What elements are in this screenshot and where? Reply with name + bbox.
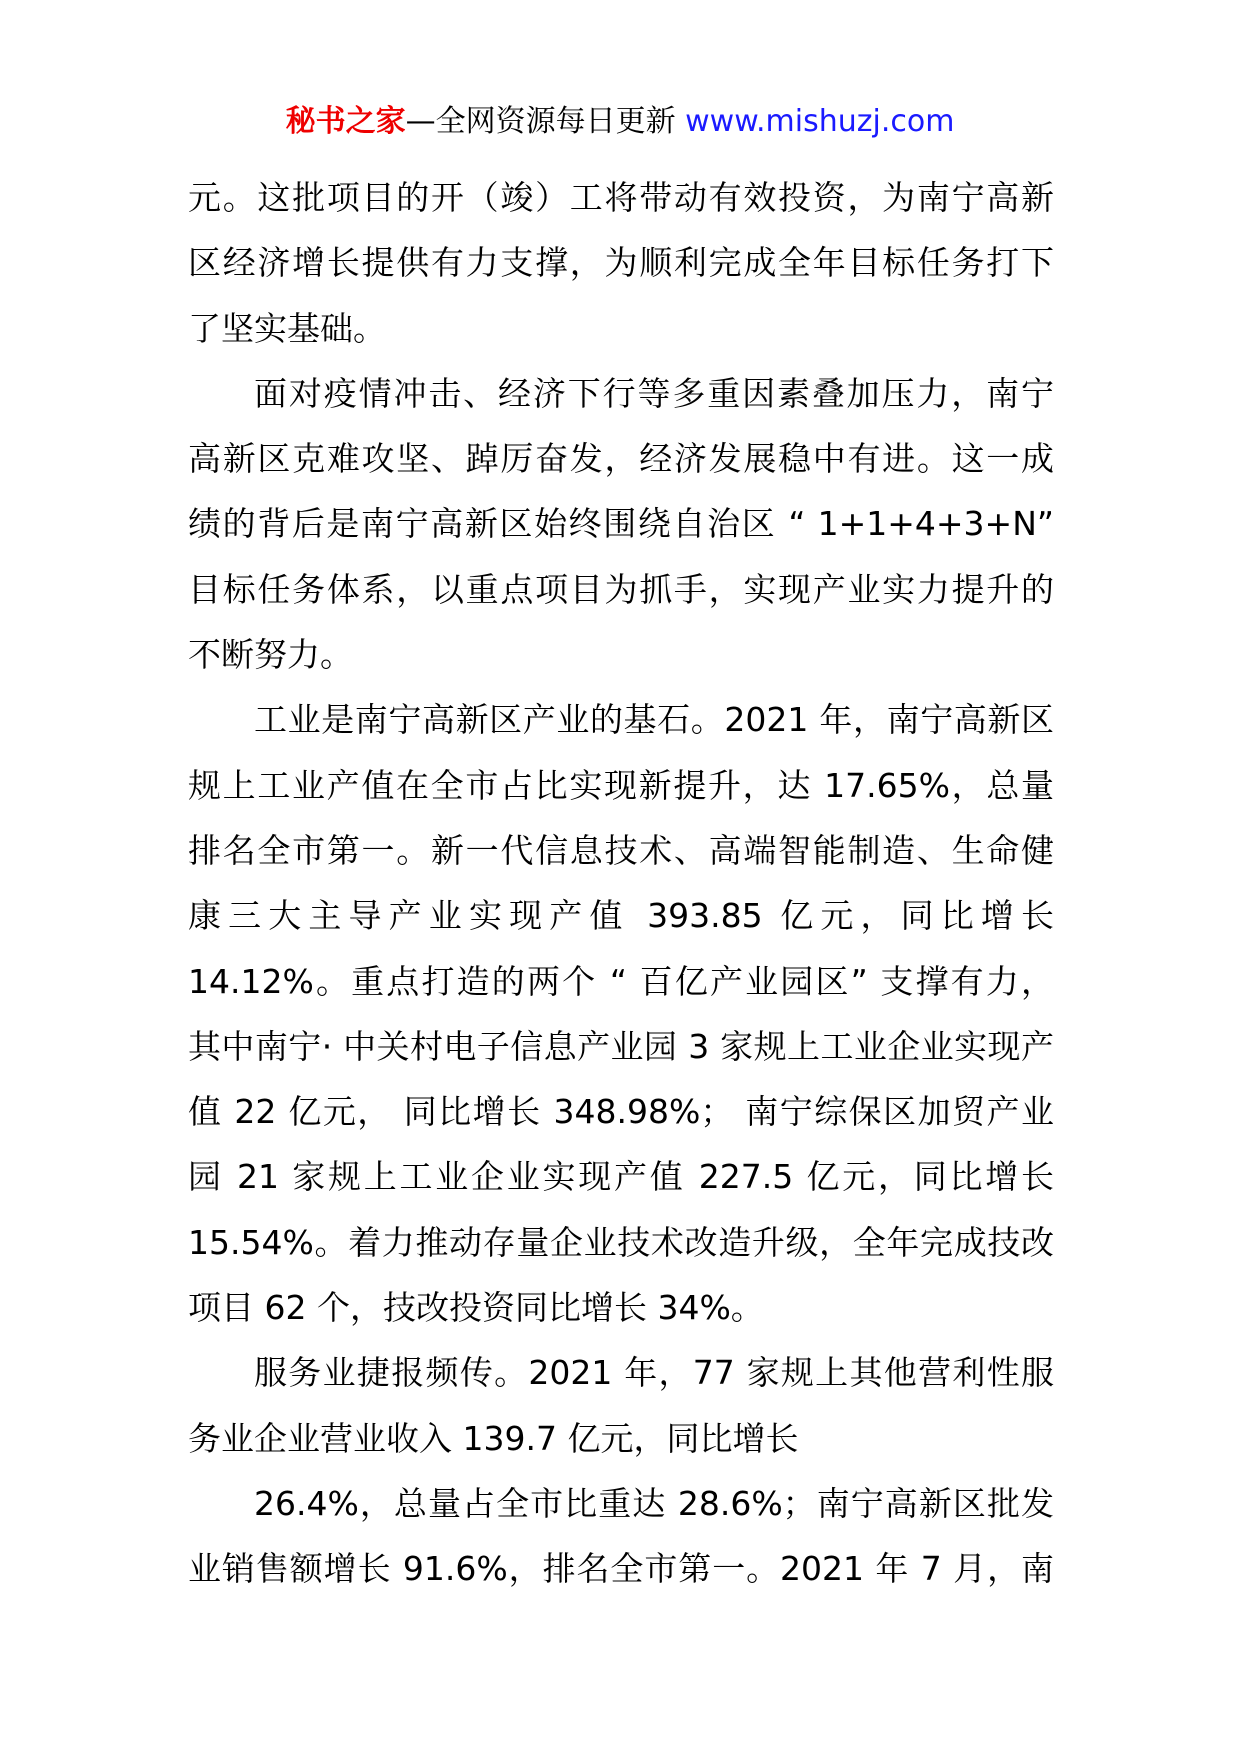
text-line: 不断努力。 (188, 635, 353, 675)
text-line: 绩的背后是南宁高新区始终围绕自治区 “ 1+1+4+3+N” (188, 504, 1054, 544)
text-line: 工业是南宁高新区产业的基石。2021 年，南宁高新区 (254, 700, 1054, 740)
text-line: 26.4%，总量占全市比重达 28.6%；南宁高新区批发 (254, 1483, 1054, 1523)
text-line: 排名全市第一。新一代信息技术、高端智能制造、生命健 (188, 830, 1054, 870)
document-body (188, 165, 1054, 1602)
text-line: 值 22 亿元， 同比增长 348.98%； 南宁综保区加贸产业 (188, 1092, 1054, 1132)
text-line: 业销售额增长 91.6%，排名全市第一。2021 年 7 月，南 (188, 1549, 1054, 1589)
text-line: 其中南宁· 中关村电子信息产业园 3 家规上工业企业实现产 (188, 1026, 1054, 1066)
text-line: 区经济增长提供有力支撑，为顺利完成全年目标任务打下 (188, 243, 1054, 283)
text-line: 项目 62 个，技改投资同比增长 34%。 (188, 1288, 764, 1328)
text-line: 园 21 家规上工业企业实现产值 227.5 亿元，同比增长 (188, 1157, 1054, 1197)
text-line: 面对疫情冲击、经济下行等多重因素叠加压力，南宁 (254, 373, 1054, 413)
text-line: 元。这批项目的开（竣）工将带动有效投资，为南宁高新 (188, 178, 1054, 217)
text-line: 规上工业产值在全市占比实现新提升，达 17.65%，总量 (188, 765, 1054, 805)
text-line: 康三大主导产业实现产值 393.85 亿元，同比增长 (188, 896, 1054, 936)
text-line: 务业企业营业收入 139.7 亿元，同比增长 (188, 1418, 799, 1458)
text-line: 服务业捷报频传。2021 年，77 家规上其他营利性服 (254, 1353, 1054, 1393)
text-line: 高新区克难攻坚、踔厉奋发，经济发展稳中有进。这一成 (188, 439, 1054, 479)
text-line: 15.54%。着力推动存量企业技术改造升级，全年完成技改 (188, 1222, 1054, 1262)
header-tagline: —全网资源每日更新 (405, 104, 686, 139)
text-line: 14.12%。重点打造的两个 “ 百亿产业园区” 支撑有力， (188, 961, 1054, 1001)
page-header (0, 100, 1240, 144)
text-line: 了坚实基础。 (188, 308, 386, 348)
header-url-link[interactable]: www.mishuzj.com (685, 104, 955, 139)
text-line: 目标任务体系，以重点项目为抓手，实现产业实力提升的 (188, 569, 1054, 609)
brand-name: 秘书之家 (285, 104, 406, 139)
